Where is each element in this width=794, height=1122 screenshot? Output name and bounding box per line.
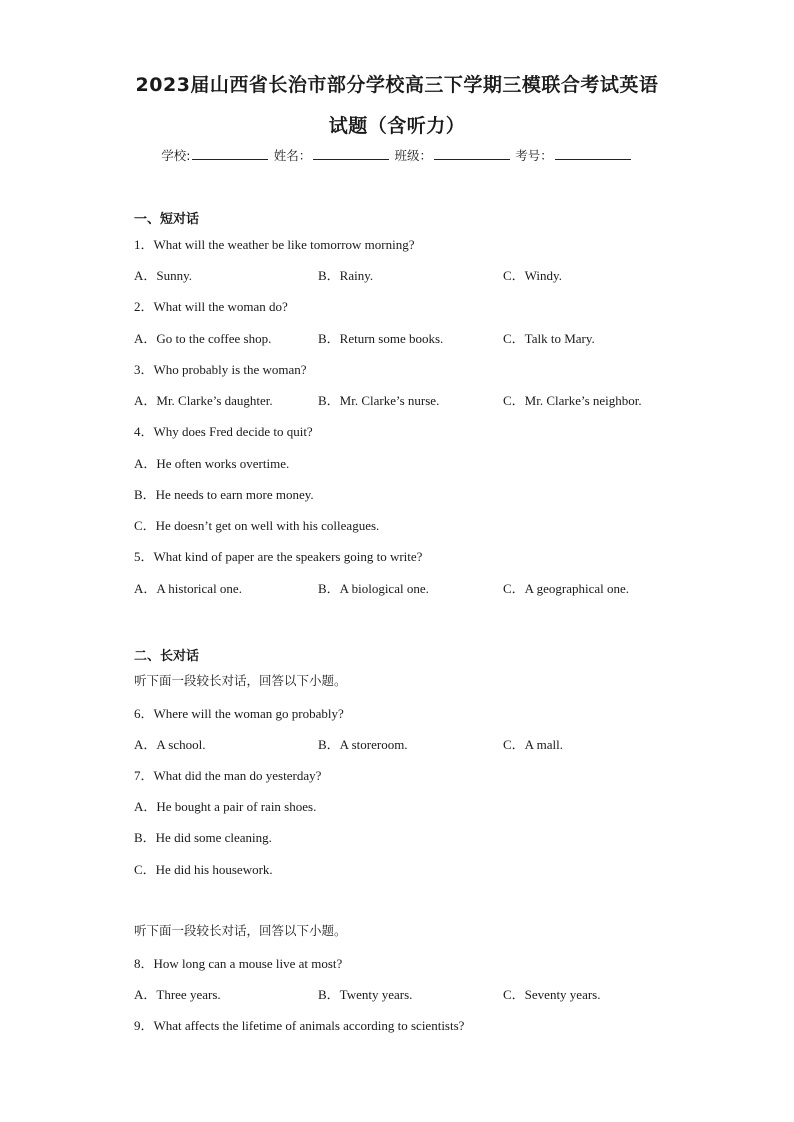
q7-option-c: C．He did his housework. [134, 862, 273, 877]
section2-intro-2: 听下面一段较长对话，回答以下小题。 [134, 923, 347, 938]
q5-option-a: A．A historical one. [134, 581, 242, 596]
q2-option-a: A．Go to the coffee shop. [134, 331, 272, 346]
q4-option-b: B．He needs to earn more money. [134, 487, 314, 502]
name-label: 姓名： [273, 148, 312, 163]
q8-option-c: C．Seventy years. [503, 987, 601, 1002]
q6-option-a: A．A school. [134, 737, 206, 752]
question-4: 4．Why does Fred decide to quit? [134, 424, 313, 439]
q4-option-c: C．He doesn’t get on well with his colleagues. [134, 518, 380, 533]
exam-title-line2: 试题（含听力） [328, 115, 466, 137]
q1-option-a: A．Sunny. [134, 268, 193, 283]
student-info-row [0, 146, 794, 164]
q6-option-c: C．A mall. [503, 737, 563, 752]
question-2: 2．What will the woman do? [134, 299, 288, 314]
q1-option-c: C．Windy. [503, 268, 562, 283]
class-label: 班级： [394, 148, 432, 163]
q7-option-a: A．He bought a pair of rain shoes. [134, 799, 317, 814]
q7-option-b: B．He did some cleaning. [134, 830, 272, 845]
q5-option-b: B．A biological one. [318, 581, 429, 596]
q3-option-c: C．Mr. Clarke’s neighbor. [503, 393, 642, 408]
question-1: 1．What will the weather be like tomorrow morning? [134, 237, 415, 252]
section1-heading: 一、短对话 [134, 212, 200, 227]
question-8: 8．How long can a mouse live at most? [134, 956, 343, 971]
school-blank [192, 147, 268, 160]
q5-option-c: C．A geographical one. [503, 581, 629, 596]
q4-option-a: A．He often works overtime. [134, 456, 290, 471]
number-blank [555, 147, 631, 160]
q8-option-a: A．Three years. [134, 987, 221, 1002]
q3-option-a: A．Mr. Clarke’s daughter. [134, 393, 273, 408]
question-6: 6．Where will the woman go probably? [134, 706, 344, 721]
name-blank [313, 147, 389, 160]
section2-heading: 二、长对话 [134, 649, 200, 664]
question-7: 7．What did the man do yesterday? [134, 768, 322, 783]
q2-option-c: C．Talk to Mary. [503, 331, 595, 346]
question-3: 3．Who probably is the woman? [134, 362, 307, 377]
q8-option-b: B．Twenty years. [318, 987, 413, 1002]
q1-option-b: B．Rainy. [318, 268, 374, 283]
class-blank [434, 147, 510, 160]
q2-option-b: B．Return some books. [318, 331, 444, 346]
section2-intro-1: 听下面一段较长对话，回答以下小题。 [134, 673, 347, 688]
q3-option-b: B．Mr. Clarke’s nurse. [318, 393, 440, 408]
question-5: 5．What kind of paper are the speakers going to write? [134, 549, 423, 564]
exam-title-line1: 2023届山西省长治市部分学校高三下学期三模联合考试英语 [135, 74, 659, 96]
question-9: 9．What affects the lifetime of animals according to scientists? [134, 1018, 465, 1033]
number-label: 考号： [515, 148, 553, 163]
school-label: 学校: [161, 148, 191, 163]
q6-option-b: B．A storeroom. [318, 737, 408, 752]
